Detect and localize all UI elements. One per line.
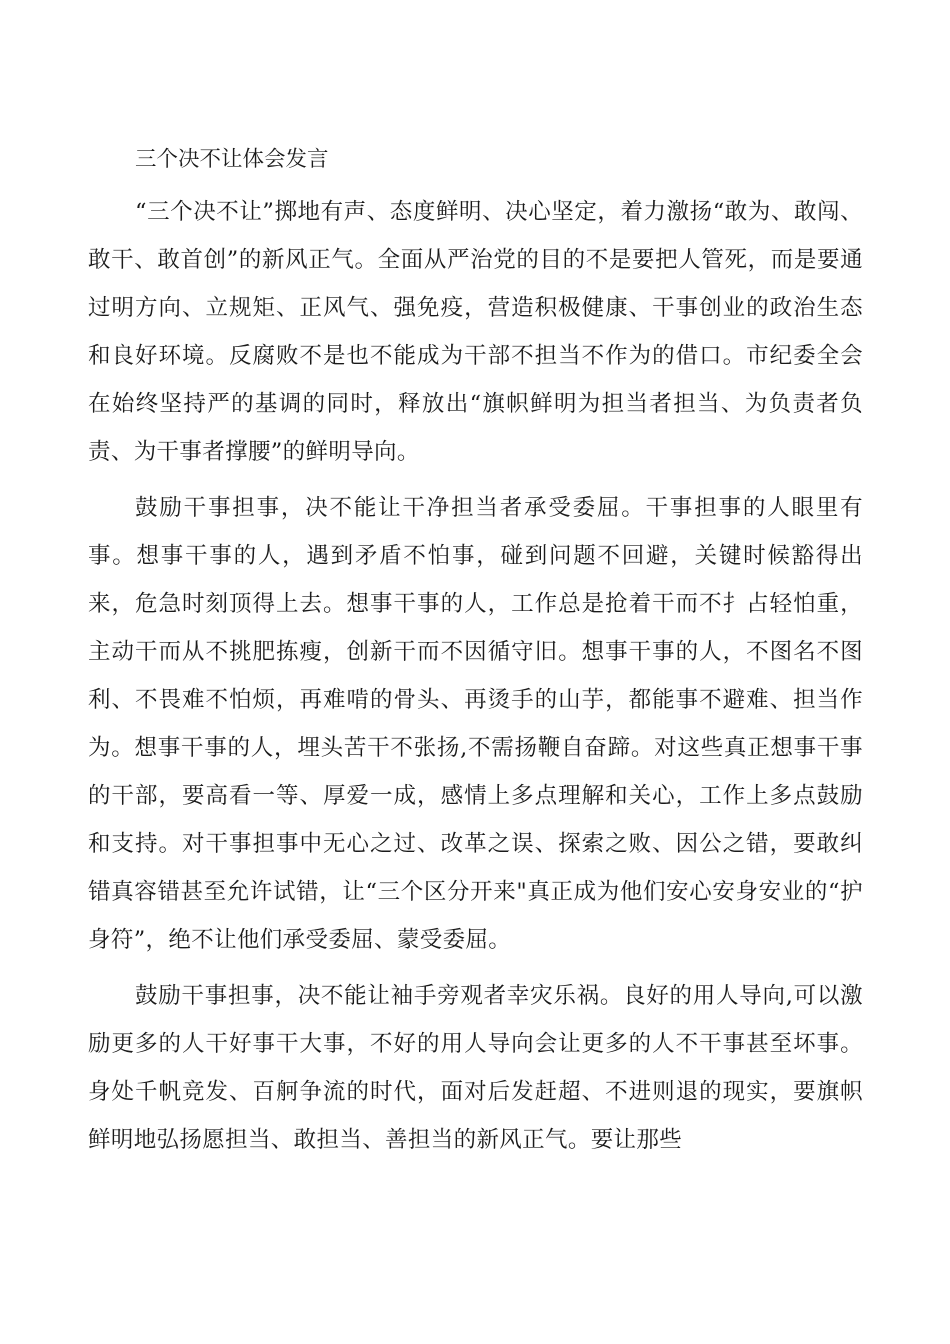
paragraph-1: “三个决不让”掷地有声、态度鲜明、决心坚定，着力激扬“敢为、敢闯、敢干、敢首创”的新风正气。全面从严治党的目的不是要把人管死，而是要通过明方向、立规矩、正风气、强免疫，营造积极健康、干事创业的政治生态和良好环境。反腐败不是也不能成为干部不担当不作为的借口。市纪委全会在始终坚持严的基调的同时，释放出“旗帜鲜明为担当者担当、为负责者负责、为干事者撑腰”的鲜明导向。 (88, 199, 863, 465)
document-title: 三个决不让体会发言 (135, 147, 329, 172)
paragraph-3: 鼓励干事担事，决不能让袖手旁观者幸灾乐祸。良好的用人导向,可以激励更多的人干好事干大事，不好的用人导向会让更多的人不干事甚至坏事。身处千帆竞发、百舸争流的时代，面对后发赶超、不进则退的现实，要旗帜鲜明地弘扬愿担当、敢担当、善担当的新风正气。要让那些 (88, 983, 863, 1153)
paragraph-2: 鼓励干事担事，决不能让干净担当者承受委屈。干事担事的人眼里有事。想事干事的人，遇到矛盾不怕事，碰到问题不回避，关键时候豁得出来，危急时刻顶得上去。想事干事的人，工作总是抢着干而不扌占轻怕重，主动干而从不挑肥拣瘦，创新干而不因循守旧。想事干事的人，不图名不图利、不畏难不怕烦，再难啃的骨头、再烫手的山芋，都能事不避难、担当作为。想事干事的人，埋头苦干不张扬,不需扬鞭自奋蹄。对这些真正想事干事的干部，要高看一等、厚爱一成，感情上多点理解和关心，工作上多点鼓励和支持。对干事担事中无心之过、改革之误、探索之败、因公之错，要敢纠错真容错甚至允许试错，让“三个区分开来"真正成为他们安心安身安业的“护身符”，绝不让他们承受委屈、蒙受委屈。 (88, 495, 863, 953)
document-body (88, 138, 863, 1164)
